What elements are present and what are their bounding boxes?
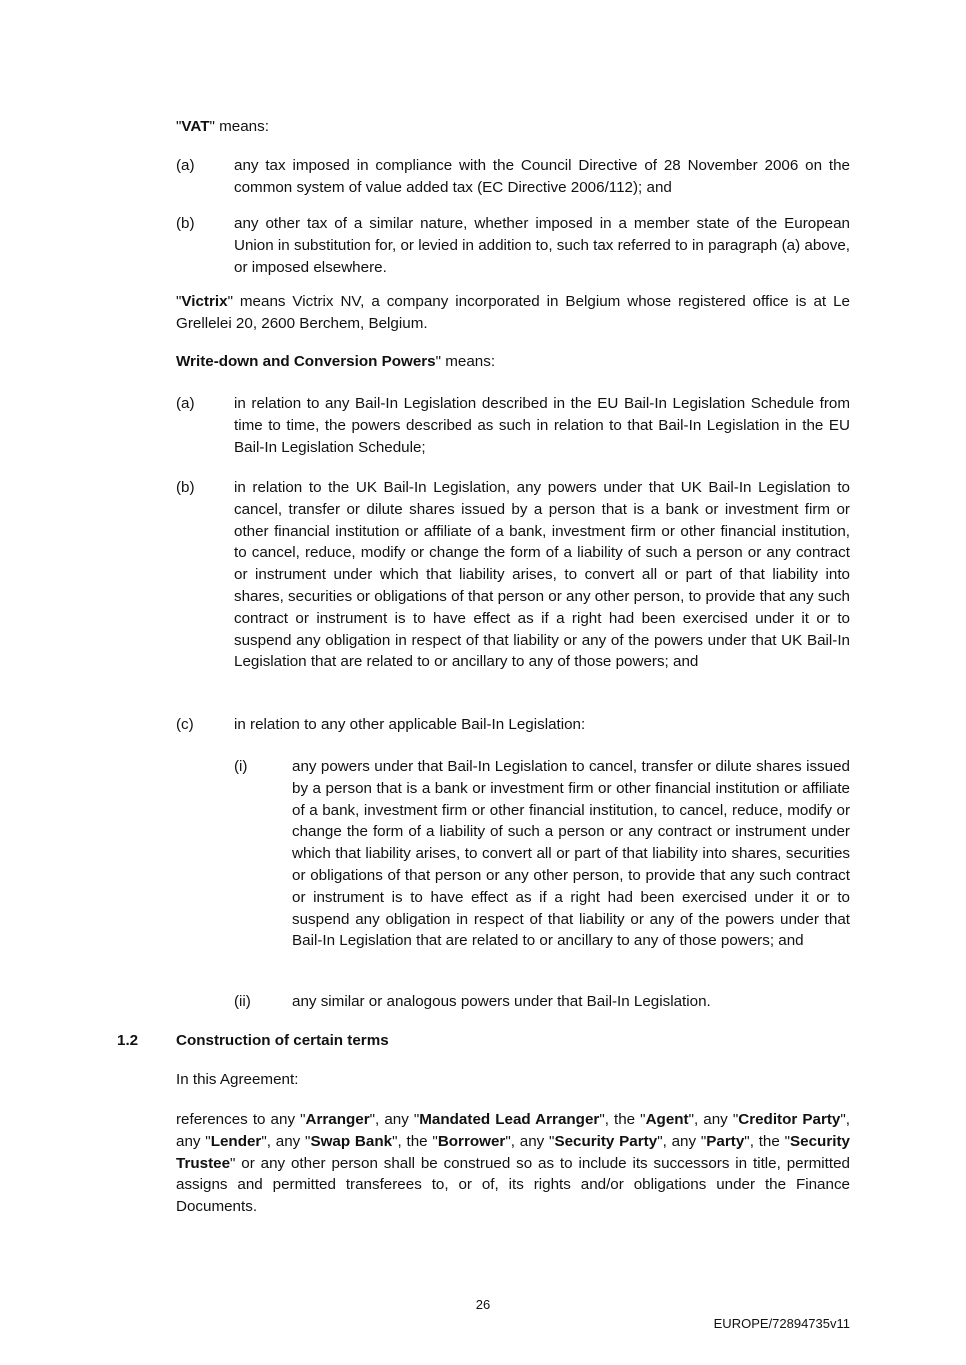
writedown-item-b-label: (b) — [176, 479, 195, 496]
refs-text-10: ", the " — [744, 1132, 791, 1150]
vat-item-a-text: any tax imposed in compliance with the Council Directive of 28 November 2006 on the common system of value added tax (EC Directive 2006/112); and — [234, 157, 850, 196]
term-lender: Lender — [210, 1132, 262, 1150]
writedown-subitem-i-text: any powers under that Bail-In Legislation to cancel, transfer or dilute shares issued by a person that is a bank or investment firm or other financial institution or affiliate of a bank, investment firm or other financial institution, to cancel, reduce, modify or change the form of a liability of such a person or any contract or instrument under which that liability arises, to convert all or part of that liability into shares, securities or obligations of that person or any other person, to provide that any such contract or instrument is to have effect as if a right had been exercised under it or to suspend any obligation in respect of that liability or any of the powers under that Bail-In Legislation that are related to or ancillary to any of those powers; and — [292, 758, 850, 950]
victrix-definition: "Victrix" means Victrix NV, a company incorporated in Belgium whose registered office is at Le Grellelei 20, 2600 Berchem, Belgium. — [176, 293, 850, 332]
vat-item-b-text: any other tax of a similar nature, whether imposed in a member state of the European Union in substitution for, or levied in addition to, such tax referred to in paragraph (a) above, or imposed elsewhere. — [234, 215, 850, 276]
writedown-item-c-label: (c) — [176, 716, 194, 733]
vat-item-a-label: (a) — [176, 157, 195, 174]
victrix-text: " means Victrix NV, a company incorporated in Belgium whose registered office is at Le Grellelei 20, 2600 Berchem, Belgium. — [176, 293, 850, 332]
term-borrower: Borrower — [437, 1132, 506, 1150]
refs-text-5: ", any " — [176, 1111, 850, 1150]
term-security-trustee: Security Trustee — [176, 1132, 850, 1172]
writedown-item-c-text: in relation to any other applicable Bail-In Legislation: — [234, 716, 586, 733]
references-paragraph — [176, 1109, 850, 1218]
refs-text-1: references to any " — [176, 1111, 306, 1128]
refs-text-7: ", the " — [392, 1132, 438, 1150]
refs-text-8: ", any " — [505, 1132, 555, 1150]
refs-text-4: ", any " — [688, 1111, 739, 1128]
refs-text-6: ", any " — [261, 1132, 311, 1150]
refs-text-2: ", any " — [369, 1111, 420, 1128]
writedown-definition-lead — [176, 351, 850, 373]
vat-lead-text: " means: — [209, 118, 269, 135]
section-title: Construction of certain terms — [176, 1032, 389, 1049]
term-swap-bank: Swap Bank — [310, 1132, 393, 1150]
refs-text-3: ", the " — [599, 1111, 646, 1128]
writedown-item-b-text: in relation to the UK Bail-In Legislation, any powers under that UK Bail-In Legislation to cancel, transfer or dilute shares issued by a person that is a bank or investment firm or other financial institution or affiliate of a bank, investment firm or other financial institution, to cancel, reduce, modify or change the form of a liability of such a person or any contract or instrument under which that liability arises, to convert all or part of that liability into shares, securities or obligations of that person or any other person, to provide that any such contract or instrument is to have effect as if a right had been exercised under it or to suspend any obligation in respect of that liability or any of the powers under that UK Bail-In Legislation that are related to or ancillary to any of those powers; and — [234, 479, 850, 671]
section-intro: In this Agreement: — [176, 1071, 299, 1088]
refs-text-11: " or any other person shall be construed so as to include its successors in title, permitted assigns and permitted transferees to, or of, its rights and/or obligations under the Finance Documents. — [176, 1154, 850, 1216]
document-reference: EUROPE/72894735v11 — [713, 1316, 850, 1331]
term-agent: Agent — [645, 1111, 689, 1128]
page-number: 26 — [475, 1297, 491, 1312]
term-party: Party — [706, 1132, 745, 1150]
writedown-subitem-i-label: (i) — [234, 758, 248, 775]
writedown-term: Write-down and Conversion Powers — [176, 353, 436, 370]
vat-definition-lead: "VAT" means: — [176, 118, 269, 135]
writedown-item-a-text: in relation to any Bail-In Legislation described in the EU Bail-In Legislation Schedule from time to time, the powers described as such in relation to that Bail-In Legislation in the EU Bail-In Legislation Schedule; — [234, 395, 850, 456]
victrix-term: Victrix — [181, 293, 228, 310]
term-arranger: Arranger — [305, 1111, 370, 1128]
vat-item-b-label: (b) — [176, 215, 195, 232]
term-creditor-party: Creditor Party — [738, 1111, 841, 1128]
writedown-subitem-ii-label: (ii) — [234, 993, 251, 1010]
term-mandated-lead-arranger: Mandated Lead Arranger — [419, 1111, 600, 1128]
writedown-lead-text: " means: — [435, 353, 496, 370]
writedown-subitem-ii-text: any similar or analogous powers under that Bail-In Legislation. — [292, 993, 711, 1010]
writedown-item-a-label: (a) — [176, 395, 195, 412]
vat-term: VAT — [181, 118, 210, 135]
term-security-party: Security Party — [554, 1132, 658, 1150]
refs-text-9: ", any " — [657, 1132, 707, 1150]
section-number: 1.2 — [117, 1032, 139, 1049]
